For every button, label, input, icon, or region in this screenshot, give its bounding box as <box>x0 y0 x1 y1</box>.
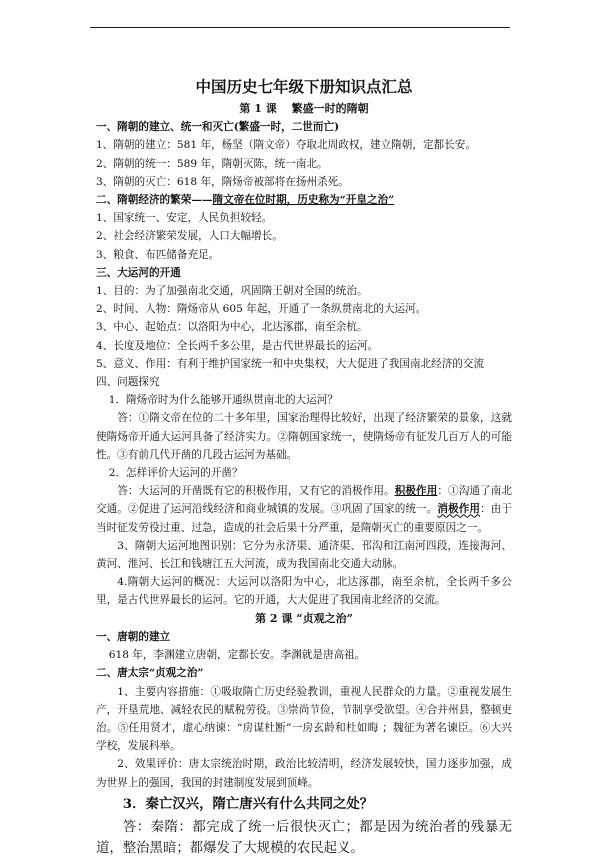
answer-3: 3、隋朝大运河地图识别：它分为永济渠、通济渠、邗沟和江南河四段，连接海河、黄河、淮河、长江和钱塘江五大河流，成为我国南北交通大动脉。 <box>96 539 512 571</box>
question-2: 2．怎样评价大运河的开凿？ <box>108 467 243 480</box>
section2-heading-bold: 二、隋朝经济的繁荣—— <box>96 194 213 207</box>
section2-heading-underlined: 隋文帝在位时期，历史称为“开皇之治” <box>212 194 395 207</box>
answer-4: 4.隋朝大运河的概况：大运河以洛阳为中心，北达涿郡，南至余杭，全长两千多公里，是古代世界最长的运河。它的开通，大大促进了我国南北经济的交流。 <box>96 576 512 607</box>
top-rule <box>90 27 510 28</box>
list-item: 1、目的：为了加强南北交通，巩固隋王朝对全国的统治。 <box>96 285 368 298</box>
lesson2-section1-text: 618 年，李渊建立唐朝，定都长安。李渊就是唐高祖。 <box>108 649 366 662</box>
lesson2-evaluation: 2、效果评价：唐太宗统治时期，政治比较清明，经济发展较快，国力逐步加强，成为世界上的强国，我国的封建制度发展到顶峰。 <box>96 758 512 789</box>
answer-2-negative: ：由于当时征发劳役过重、过急，造成的社会后果十分严重，是隋朝灭亡的重要原因之一。 <box>96 503 513 534</box>
lesson1-section4-heading: 四、问题探究 <box>96 376 160 389</box>
lesson2-measures: 1、主要内容措施：①吸取隋亡历史经验教训，重视人民群众的力量。②重视发展生产，开垦荒地、减轻农民的赋税劳役。③崇尚节俭，节制享受欲望。④合并州县，整顿吏治。⑤任用贤才，虚心纳谏：“房谋杜断”一房玄龄和杜如晦 ；魏征为著名谏臣。⑥大兴学校，发展科举。 <box>96 685 512 753</box>
question-1: 1．隋炀帝时为什么能够开通纵贯南北的大运河？ <box>108 394 338 407</box>
extra-question <box>96 794 512 815</box>
list-item: 3、隋朝的灭亡：618 年，隋炀帝被部将在扬州杀死。 <box>96 175 349 188</box>
lesson2-section1-heading: 一、唐朝的建立 <box>96 630 171 643</box>
document-page <box>96 76 512 859</box>
positive-effect-label: 积极作用 <box>394 485 438 498</box>
list-item: 5、意义、作用：有利于维护国家统一和中央集权，大大促进了我国南北经济的交流 <box>96 357 485 370</box>
lesson1-section2-heading <box>96 191 512 209</box>
negative-effect-label: 消极作用 <box>437 503 481 516</box>
list-item: 1、国家统一、安定，人民负担较轻。 <box>96 212 273 225</box>
list-item: 2、时间、人物：隋炀帝从 605 年起，开通了一条纵贯南北的大运河。 <box>96 303 427 316</box>
list-item: 1、隋朝的建立：581 年，杨坚（隋文帝）夺取北周政权，建立隋朝，定都长安。 <box>96 139 476 152</box>
lesson1-section1-heading: 一、隋朝的建立、统一和灭亡(繁盛一时，二世而亡) <box>96 121 340 134</box>
list-item: 3、粮食、布匹储备充足。 <box>96 248 220 261</box>
lesson2-section2-heading: 二、唐太宗“贞观之治” <box>96 667 204 680</box>
list-item: 3、中心、起始点：以洛阳为中心，北达涿郡，南至余杭。 <box>96 321 368 334</box>
lesson2-heading: 第 2 课 “贞观之治” <box>255 611 353 625</box>
list-item: 2、隋朝的统一：589 年，隋朝灭陈，统一南北。 <box>96 157 328 170</box>
extra-question-text: 3．秦亡汉兴，隋亡唐兴有什么共同之处？ <box>122 795 374 812</box>
answer-2 <box>96 482 512 537</box>
answer-2-intro: 答：大运河的开凿既有它的积极作用，又有它的消极作用。 <box>117 485 395 498</box>
list-item: 4、长度及地位：全长两千多公里，是古代世界最长的运河。 <box>96 339 379 352</box>
lesson1-heading: 第 1 课 繁盛一时的隋朝 <box>239 102 369 115</box>
list-item: 2、社会经济繁荣发展，人口大幅增长。 <box>96 230 283 243</box>
extra-answer: 答：秦隋：都完成了统一后很快灭亡；都是因为统治者的残暴无道，整治黑暗；都爆发了大规模的农民起义。 <box>96 819 512 856</box>
answer-2-positive: ：①沟通了南北交通。②促进了运河沿线经济和商业城镇的发展。③巩固了国家的统一。 <box>96 485 513 516</box>
document-title: 中国历史七年级下册知识点汇总 <box>195 77 413 96</box>
answer-1: 答：①隋文帝在位的二十多年里，国家治理得比较好，出现了经济繁荣的景象，这就使隋炀帝开通大运河具备了经济实力。②隋朝国家统一，使隋炀帝有征发几百万人的可能性。③有前几代开凿的几段古运河为基础。 <box>96 412 512 461</box>
lesson1-section3-heading: 三、大运河的开通 <box>96 266 181 279</box>
